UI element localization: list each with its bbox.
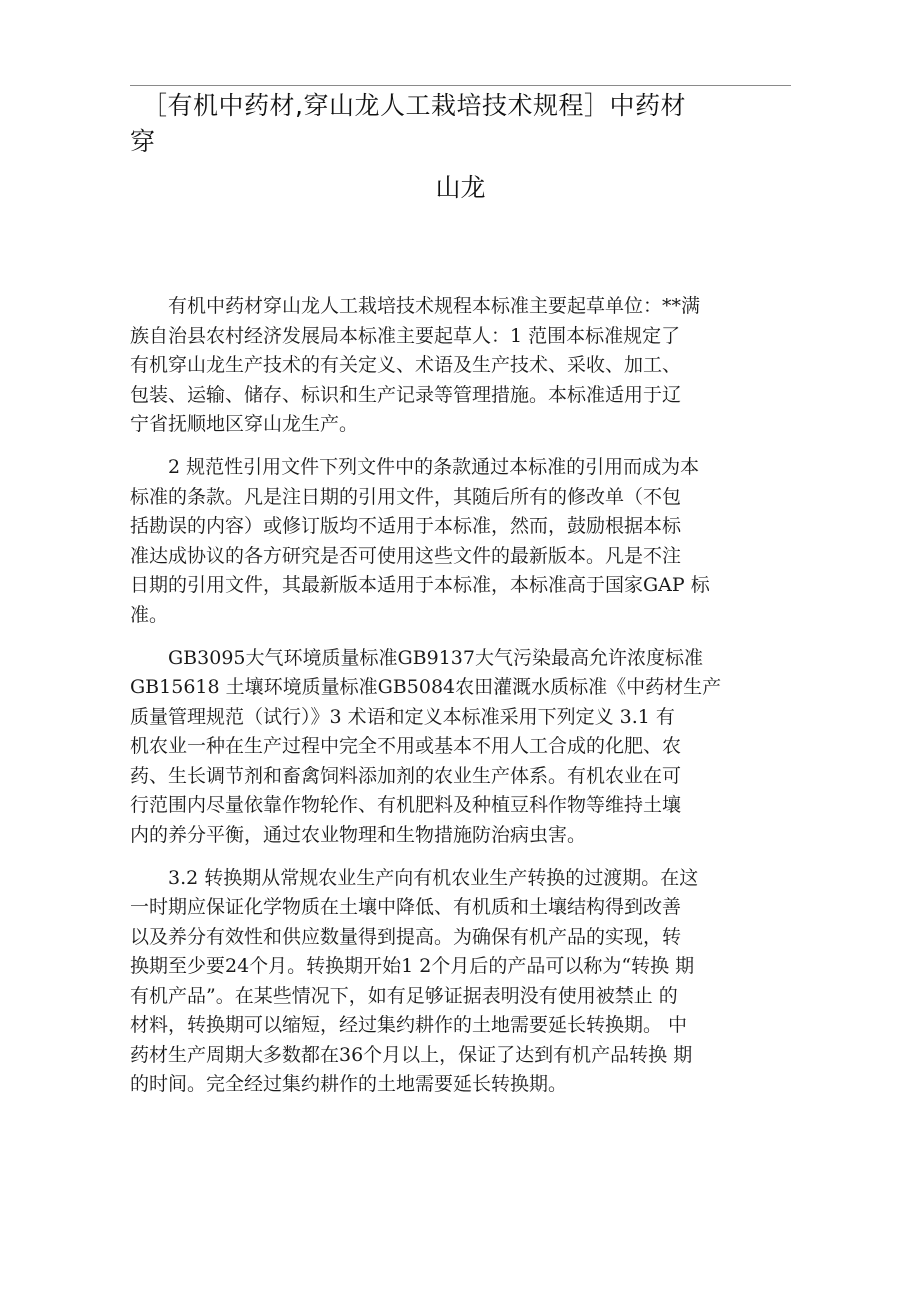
text-line: 标准的条款。凡是注日期的引用文件，其随后所有的修改单（不包 (130, 485, 682, 508)
text-line: GB15618 土壤环境质量标准GB5084农田灌溉水质标准《中药材生产 (130, 676, 722, 698)
text-line: 准。 (130, 603, 169, 626)
text-line: 一时期应保证化学物质在土壤中降低、有机质和土壤结构得到改善 (130, 896, 682, 918)
text-line: 以及养分有效性和供应数量得到提高。为确保有机产品的实现，转 (130, 925, 682, 948)
text-line: 机农业一种在生产过程中完全不用或基本不用人工合成的化肥、农 (130, 735, 682, 757)
text-line: 质量管理规范（试行）》3 术语和定义本标准采用下列定义 3.1 有 (130, 705, 675, 728)
title-line-3: 山龙 (435, 173, 486, 202)
text-line: 宁省抚顺地区穿山龙生产。 (130, 413, 359, 435)
text-line: 2 规范性引用文件下列文件中的条款通过本标准的引用而成为本 (168, 456, 700, 478)
paragraph-conversion-period (130, 864, 791, 1100)
text-line: 准达成协议的各方研究是否可使用这些文件的最新版本。凡是不注 (130, 544, 682, 567)
text-line: 族自治县农村经济发展局本标准主要起草人：1 范围本标准规定了 (130, 324, 681, 347)
document-body (130, 292, 791, 1113)
text-line: 换期至少要24个月。转换期开始1 2个月后的产品可以称为“转换 期 (130, 955, 695, 977)
text-line: 有机产品”。在某些情况下，如有足够证据表明没有使用被禁止 的 (130, 984, 678, 1007)
text-line: 行范围内尽量依靠作物轮作、有机肥料及种植豆科作物等维持土壤 (130, 794, 682, 816)
text-line: GB3095大气环境质量标准GB9137大气污染最高允许浓度标准 (168, 646, 703, 669)
text-line: 有机穿山龙生产技术的有关定义、术语及生产技术、采收、加工、 (130, 354, 682, 376)
text-line: 3.2 转换期从常规农业生产向有机农业生产转换的过渡期。在这 (168, 866, 699, 889)
title-line-2: 穿 (130, 127, 156, 156)
text-line: 日期的引用文件，其最新版本适用于本标准，本标准高于国家GAP 标 (130, 574, 710, 596)
text-line: 材料，转换期可以缩短，经过集约耕作的土地需要延长转换期。 中 (130, 1014, 688, 1036)
text-line: 有机中药材穿山龙人工栽培技术规程本标准主要起草单位：**满 (168, 295, 701, 317)
paragraph-standards-definitions (130, 644, 791, 851)
document-title (130, 88, 791, 202)
paragraph-normative-references (130, 453, 791, 630)
header-rule (130, 85, 791, 86)
title-line-1: ［有机中药材,穿山龙人工栽培技术规程］中药材 (142, 91, 686, 120)
text-line: 药材生产周期大多数都在36个月以上，保证了达到有机产品转换 期 (130, 1043, 693, 1066)
text-line: 内的养分平衡，通过农业物理和生物措施防治病虫害。 (130, 823, 587, 846)
text-line: 包装、运输、储存、标识和生产记录等管理措施。本标准适用于辽 (130, 383, 682, 406)
paragraph-scope (130, 292, 791, 440)
text-line: 括勘误的内容）或修订版均不适用于本标准，然而，鼓励根据本标 (130, 515, 682, 537)
text-line: 的时间。完全经过集约耕作的土地需要延长转换期。 (130, 1073, 568, 1095)
text-line: 药、生长调节剂和畜禽饲料添加剂的农业生产体系。有机农业在可 (130, 764, 682, 787)
